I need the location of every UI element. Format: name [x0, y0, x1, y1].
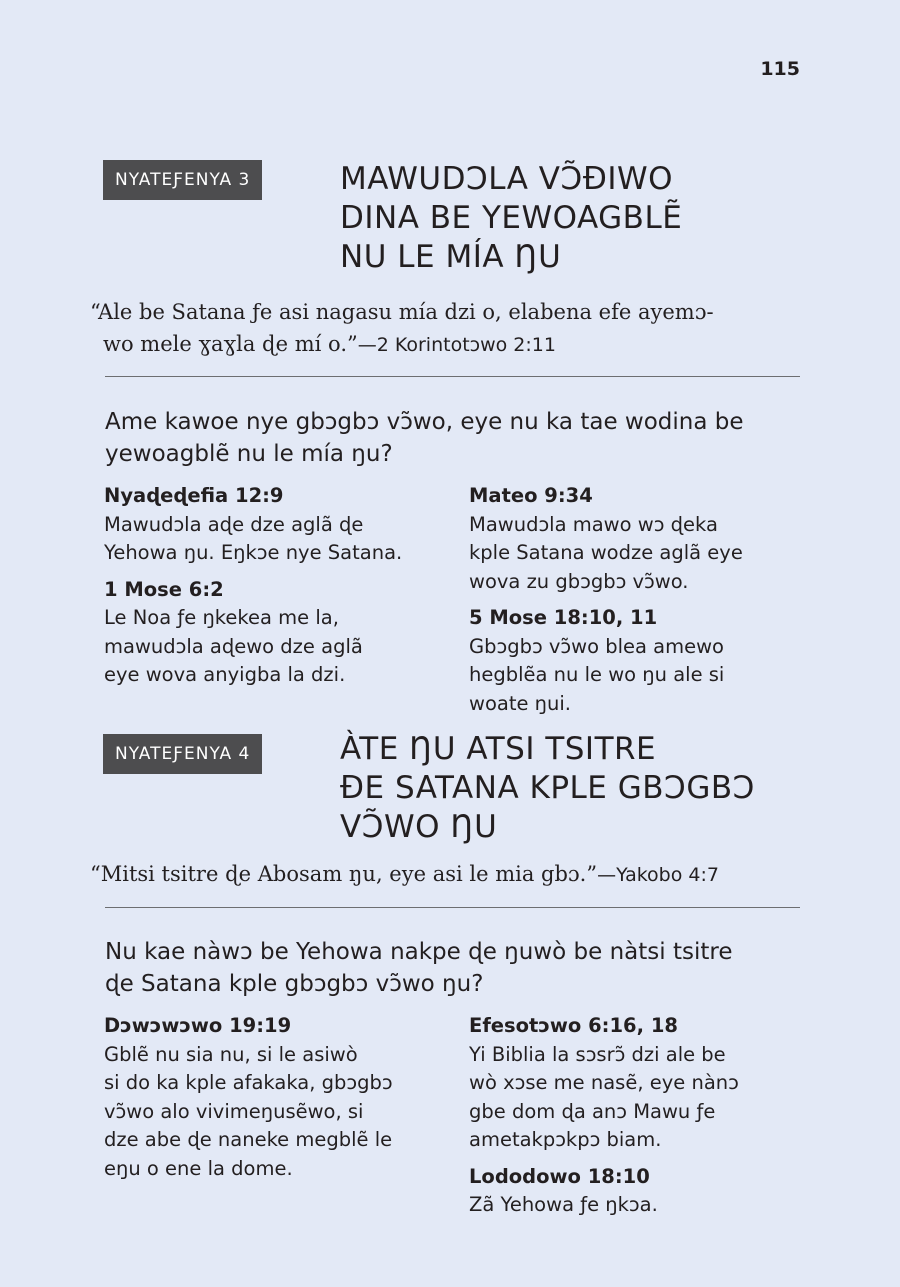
- summary-line: wò xɔse me nasẽ, eye nànɔ: [469, 1071, 739, 1094]
- lesson-4-question: [105, 936, 815, 1000]
- scripture-reference: 1 Mose 6:2: [104, 577, 224, 601]
- summary-line: kple Satana wodze aglã eye: [469, 541, 743, 564]
- question-line: yewoagblẽ nu le mía ŋu?: [105, 441, 393, 467]
- summary-line: eŋu o ene la dome.: [104, 1156, 293, 1180]
- question-line: Ame kawoe nye gbɔgbɔ vɔ̃wo, eye nu ka tae wodina be: [105, 409, 744, 435]
- divider: [105, 376, 800, 377]
- scripture-summary: [104, 604, 449, 690]
- title-line: VƆ̃WO ŊU: [340, 809, 498, 845]
- lesson-4-left-refs: [104, 1012, 449, 1191]
- scripture-reference: 5 Mose 18:10, 11: [469, 606, 658, 629]
- scripture-reference: Nyaɖeɖefia 12:9: [104, 484, 284, 507]
- summary-line: Mawudɔla mawo wɔ ɖeka: [469, 512, 718, 536]
- summary-line: Mawudɔla aɖe dze aglã ɖe: [104, 512, 364, 536]
- quote-continuation: [90, 328, 810, 361]
- summary-line: Zã Yehowa ƒe ŋkɔa.: [469, 1193, 658, 1216]
- quote-text: “Ale be Satana ƒe asi nagasu mía dzi o, elabena efe ayemɔ-: [90, 300, 714, 324]
- title-line: ĐE SATANA KPLE GBƆGBƆ: [340, 770, 755, 806]
- lesson-3-label: NYATEƑENYA 3: [103, 160, 262, 200]
- lesson-3-question: [105, 406, 815, 470]
- quote-reference: —2 Korintotɔwo 2:11: [357, 334, 556, 356]
- summary-line: vɔ̃wo alo vivimeŋusẽwo, si: [104, 1099, 364, 1123]
- quote-text: wo mele ɣaɣla ɖe mí o.”: [103, 332, 358, 356]
- lesson-3-title: [340, 160, 840, 277]
- scripture-summary: [469, 1191, 814, 1220]
- scripture-summary: [104, 1041, 449, 1184]
- lesson-4-quote: [90, 858, 810, 891]
- summary-line: woate ŋui.: [469, 691, 572, 715]
- summary-line: Gbɔgbɔ vɔ̃wo blea amewo: [469, 634, 724, 658]
- scripture-summary: [469, 511, 814, 597]
- scripture-reference: Dɔwɔwɔwo 19:19: [104, 1014, 292, 1037]
- lesson-3-left-refs: [104, 482, 449, 698]
- question-line: Nu kae nàwɔ be Yehowa nakpe ɖe ŋuwò be nàtsi tsitre: [105, 939, 733, 965]
- scripture-summary: [469, 633, 814, 719]
- scripture-reference: Lododowo 18:10: [469, 1164, 650, 1188]
- title-line: NU LE MÍA ŊU: [340, 239, 562, 275]
- summary-line: si do ka kple afakaka, gbɔgbɔ: [104, 1071, 393, 1094]
- summary-line: hegblẽa nu le wo ŋu ale si: [469, 663, 725, 686]
- scripture-summary: [469, 1041, 814, 1155]
- lesson-3-right-refs: [469, 482, 814, 726]
- summary-line: gbe dom ɖa anɔ Mawu ƒe: [469, 1099, 716, 1123]
- title-line: MAWUDƆLA VƆ̃ĐIWO: [340, 161, 674, 197]
- quote-text: “Mitsi tsitre ɖe Abosam ŋu, eye asi le mia gbɔ.”: [90, 862, 598, 886]
- title-line: DINA BE YEWOAGBLẼ: [340, 200, 683, 236]
- summary-line: Le Noa ƒe ŋkekea me la,: [104, 606, 339, 629]
- summary-line: wova zu gbɔgbɔ vɔ̃wo.: [469, 569, 689, 593]
- scripture-reference: Efesotɔwo 6:16, 18: [469, 1014, 678, 1037]
- summary-line: ametakpɔkpɔ biam.: [469, 1128, 662, 1151]
- summary-line: Yehowa ŋu. Eŋkɔe nye Satana.: [104, 541, 403, 564]
- question-line: ɖe Satana kple gbɔgbɔ vɔ̃wo ŋu?: [105, 971, 484, 997]
- scripture-reference: Mateo 9:34: [469, 484, 593, 507]
- quote-reference: —Yakobo 4:7: [597, 864, 719, 886]
- summary-line: Gblẽ nu sia nu, si le asiwò: [104, 1042, 358, 1066]
- summary-line: Yi Biblia la sɔsrɔ̃ dzi ale be: [469, 1042, 726, 1066]
- lesson-4-title: [340, 730, 840, 847]
- scripture-summary: [104, 511, 449, 568]
- divider: [105, 907, 800, 908]
- lesson-4-right-refs: [469, 1012, 814, 1228]
- summary-line: mawudɔla aɖewo dze aglã: [104, 634, 363, 658]
- summary-line: eye wova anyigba la dzi.: [104, 663, 346, 686]
- page-number: 115: [760, 58, 800, 80]
- lesson-4-label: NYATEƑENYA 4: [103, 734, 262, 774]
- summary-line: dze abe ɖe naneke megblẽ le: [104, 1128, 393, 1151]
- title-line: ÀTE ŊU ATSI TSITRE: [340, 731, 657, 767]
- lesson-3-quote: [90, 296, 810, 361]
